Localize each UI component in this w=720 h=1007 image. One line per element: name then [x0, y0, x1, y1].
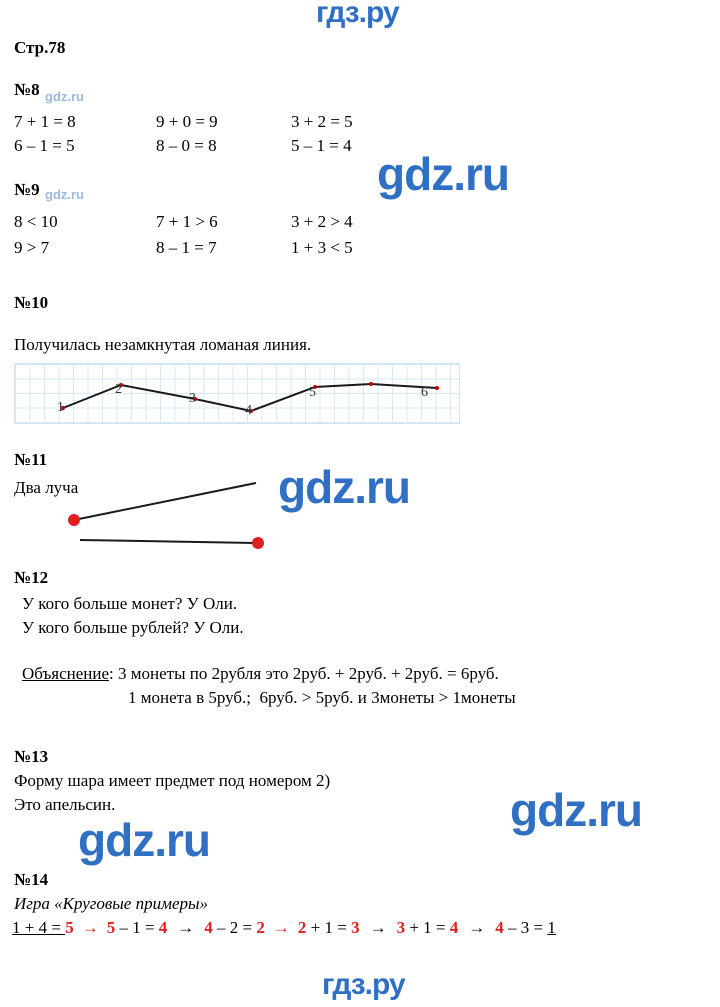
chain-answer-4: 3: [351, 918, 360, 937]
chain-lead-2: 5: [106, 918, 116, 937]
chain-op-6: – 3 =: [503, 918, 548, 937]
task13-line-1: Форму шара имеет предмет под номером 2): [14, 771, 331, 790]
task-number-10: №10: [14, 293, 49, 312]
watermark-mid-1: gdz.ru: [377, 148, 509, 200]
point-label-6: 6: [421, 385, 428, 400]
chain-arrow-3: →: [272, 918, 290, 937]
point-label-3: 3: [189, 391, 196, 406]
point-label-2: 2: [115, 382, 122, 397]
chain-answer-1: 5: [65, 918, 74, 937]
chain-answer-3: 2: [256, 918, 265, 937]
task9-r1-c1: 8 – 1 = 7: [156, 238, 217, 257]
chain-answer-2: 4: [158, 918, 168, 937]
chain-arrow-2: →: [177, 918, 195, 937]
chain-arrow-4: →: [369, 918, 387, 937]
task12-line-2: У кого больше рублей? У Оли.: [22, 618, 244, 637]
task8-r0-c2: 3 + 2 = 5: [291, 112, 353, 131]
chain-op-2: – 1 =: [115, 918, 159, 937]
task-number-11: №11: [14, 450, 48, 469]
task14-title: Игра «Круговые примеры»: [14, 894, 208, 913]
watermark-mid-4: gdz.ru: [78, 814, 210, 866]
two-rays-figure: [60, 470, 280, 560]
task12-explanation-line-2: 1 монета в 5руб.; 6руб. > 5руб. и 3монеты > 1монеты: [128, 688, 516, 707]
task14-chain: [12, 918, 556, 938]
explanation-label: Объяснение: [22, 664, 110, 683]
task10-grid-figure: [14, 363, 460, 424]
chain-lead-6: 4: [495, 918, 504, 937]
task12-line-1: У кого больше монет? У Оли.: [22, 594, 238, 613]
task9-r0-c2: 3 + 2 > 4: [291, 212, 353, 231]
chain-lead-3: 4: [204, 918, 213, 937]
chain-lead-5: 3: [396, 918, 406, 937]
watermark-small-1: gdz.ru: [45, 89, 84, 104]
task9-r0-c1: 7 + 1 > 6: [156, 212, 218, 231]
task9-r1-c2: 1 + 3 < 5: [291, 238, 353, 257]
task8-r0-c1: 9 + 0 = 9: [156, 112, 218, 131]
chain-arrow-1: →: [81, 918, 99, 937]
point-label-5: 5: [309, 385, 316, 400]
task9-r0-c0: 8 < 10: [14, 212, 58, 231]
task12-explanation: [22, 664, 499, 684]
task8-r1-c1: 8 – 0 = 8: [156, 136, 217, 155]
chain-op-3: – 2 =: [212, 918, 257, 937]
watermark-small-2: gdz.ru: [45, 187, 84, 202]
task13-line-2: Это апельсин.: [14, 795, 116, 814]
chain-op-4: + 1 =: [306, 918, 352, 937]
task-number-13: №13: [14, 747, 49, 766]
page-number-label: Стр.78: [14, 38, 66, 57]
task-number-8: №8: [14, 80, 40, 99]
task-number-14: №14: [14, 870, 49, 889]
watermark-top: гдз.ру: [316, 0, 399, 29]
task8-r1-c2: 5 – 1 = 4: [291, 136, 352, 155]
task8-r1-c0: 6 – 1 = 5: [14, 136, 75, 155]
point-label-1: 1: [57, 400, 64, 415]
task9-r1-c0: 9 > 7: [14, 238, 50, 257]
task8-r0-c0: 7 + 1 = 8: [14, 112, 76, 131]
explanation-rest: : 3 монеты по 2рубля это 2руб. + 2руб. + 2руб. = 6руб.: [109, 664, 499, 683]
chain-start-1: 1 + 4 =: [12, 918, 66, 937]
task-number-12: №12: [14, 568, 49, 587]
task10-text: Получилась незамкнутая ломаная линия.: [14, 335, 312, 354]
broken-line-svg: [15, 364, 459, 423]
chain-lead-4: 2: [297, 918, 307, 937]
watermark-mid-2: gdz.ru: [278, 461, 410, 513]
watermark-bottom: гдз.ру: [322, 968, 405, 1001]
chain-arrow-5: →: [468, 918, 486, 937]
point-label-4: 4: [245, 403, 252, 418]
task-number-9: №9: [14, 180, 40, 199]
chain-op-5: + 1 =: [405, 918, 450, 937]
task11-text: Два луча: [14, 478, 79, 497]
chain-answer-5: 4: [449, 918, 459, 937]
watermark-mid-3: gdz.ru: [510, 784, 642, 836]
chain-answer-6: 1: [547, 918, 556, 937]
